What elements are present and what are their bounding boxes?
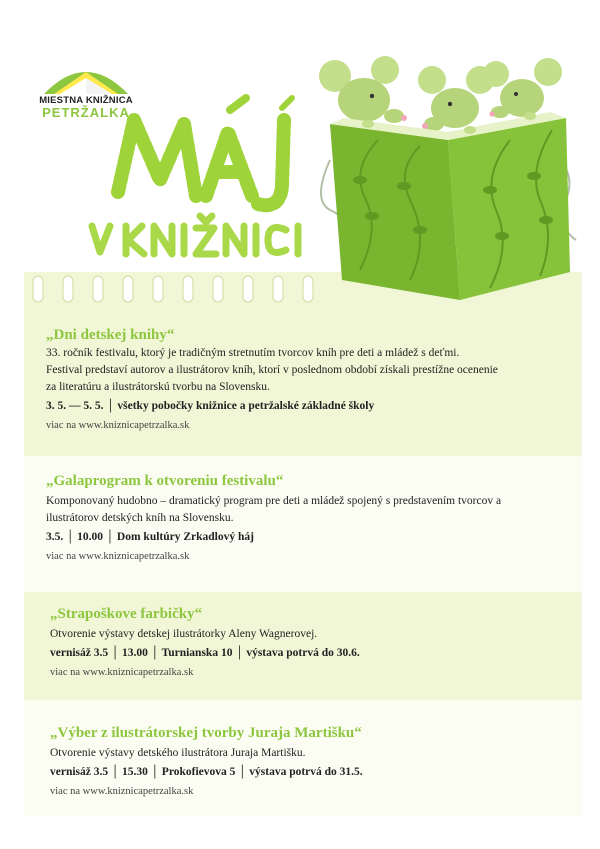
- event-description-line: Otvorenie výstavy detskej ilustrátorky Aleny Wagnerovej.: [50, 628, 318, 640]
- mouse-icon: [483, 58, 562, 118]
- event-more-link[interactable]: viac na www.kniznicapetrzalka.sk: [50, 667, 194, 678]
- event-description-line: za literatúru a ilustrátorskú tvorbu na Slovensku.: [46, 381, 270, 393]
- event-title: „Strapoškove farbičky“: [50, 606, 203, 622]
- headline-line-2: [92, 222, 312, 258]
- mouse-icon: [418, 66, 494, 131]
- event-title: „Galaprogram k otvoreniu festivalu“: [46, 473, 284, 489]
- event-description-line: Komponovaný hudobno – dramatický program pre deti a mládež spojený s predstavením tvorcov a: [46, 495, 502, 507]
- notebook-rings-icon: [33, 276, 313, 302]
- library-logo[interactable]: [36, 58, 136, 120]
- event-description-line: 33. ročník festivalu, ktorý je tradičným stretnutím tvorcov kníh pre deti a mládež s deťmi.: [46, 347, 460, 359]
- green-book-icon: [330, 112, 570, 300]
- event-description-line: Otvorenie výstavy detského ilustrátora Juraja Martišku.: [50, 747, 306, 759]
- event-more-link[interactable]: viac na www.kniznicapetrzalka.sk: [46, 551, 190, 562]
- event-title: „Výber z ilustrátorskej tvorby Juraja Martišku“: [50, 725, 362, 741]
- logo-line-2: PETRŽALKA: [42, 105, 130, 120]
- event-details: 3.5. │ 10.00 │ Dom kultúry Zrkadlový háj: [46, 531, 254, 543]
- event-details: vernisáž 3.5 │ 15.30 │ Prokofievova 5 │ výstava potrvá do 31.5.: [50, 766, 363, 778]
- open-book-logo-icon: [36, 58, 136, 96]
- hero-illustration: [0, 0, 600, 320]
- mouse-icon: [319, 56, 407, 123]
- event-title: „Dni detskej knihy“: [46, 327, 175, 343]
- event-details: vernisáž 3.5 │ 13.00 │ Turnianska 10 │ výstava potrvá do 30.6.: [50, 647, 360, 659]
- event-more-link[interactable]: viac na www.kniznicapetrzalka.sk: [46, 420, 190, 431]
- headline-line-1: [118, 120, 298, 210]
- event-description-line: Festival predstaví autorov a ilustrátorov kníh, ktorí v poslednom období získali prestížne ocenenie: [46, 364, 498, 376]
- event-description-line: ilustrátorov detských kníh na Slovensku.: [46, 512, 234, 524]
- event-more-link[interactable]: viac na www.kniznicapetrzalka.sk: [50, 786, 194, 797]
- event-details: 3. 5. — 5. 5. │ všetky pobočky knižnice a petržalské základné školy: [46, 400, 375, 412]
- logo-line-1: MIESTNA KNIŽNICA: [39, 95, 133, 106]
